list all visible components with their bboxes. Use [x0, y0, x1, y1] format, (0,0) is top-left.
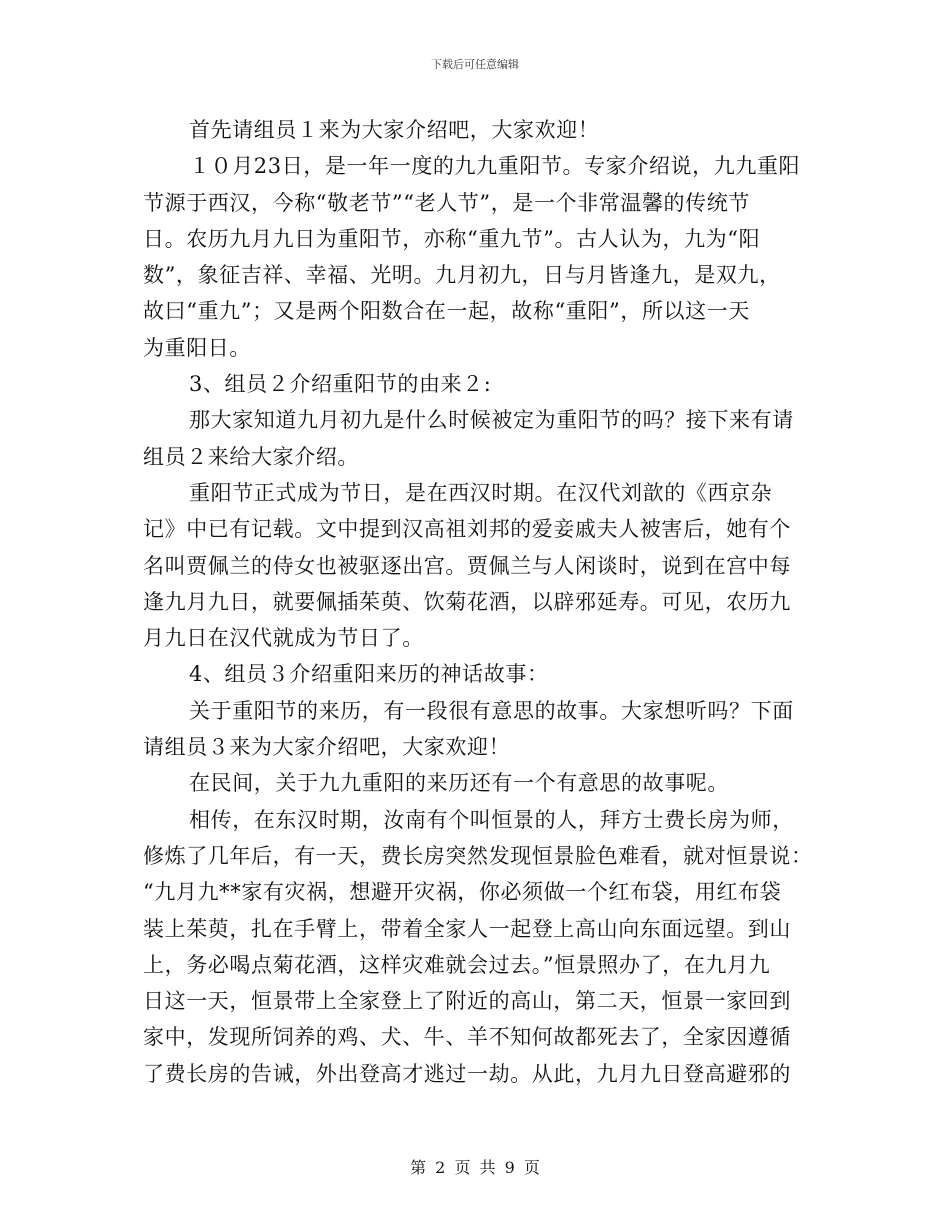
text-line: 3、组员２介绍重阳节的由来２:: [189, 372, 492, 397]
text-line: 装上茱萸，扎在手臂上，带着全家人一起登上高山向东面远望。到山: [143, 916, 791, 941]
text-line: 日。农历九月九日为重阳节，亦称“重九节”。古人认为，九为“阳: [143, 226, 761, 251]
text-line: 那大家知道九月初九是什么时候被定为重阳节的吗？接下来有请: [189, 408, 794, 433]
text-line: 请组员３来为大家介绍吧，大家欢迎！: [143, 735, 511, 760]
page-footer: 第 2 页 共 9 页: [410, 1158, 540, 1177]
text-line: 上，务必喝点菊花酒，这样灾难就会过去。”恒景照办了，在九月九: [143, 952, 771, 977]
text-line: 重阳节正式成为节日，是在西汉时期。在汉代刘歆的《西京杂: [189, 480, 773, 505]
text-line: 日这一天，恒景带上全家登上了附近的高山，第二天，恒景一家回到: [143, 989, 791, 1014]
text-line: 4、组员３介绍重阳来历的神话故事：: [189, 662, 549, 687]
text-line: 数”，象征吉祥、幸福、光明。九月初九，日与月皆逢九，是双九，: [143, 263, 781, 288]
text-line: 相传，在东汉时期，汝南有个叫恒景的人，拜方士费长房为师，: [189, 807, 794, 832]
text-line: 名叫贾佩兰的侍女也被驱逐出宫。贾佩兰与人闲谈时，说到在宫中每: [143, 553, 791, 578]
text-line: 家中，发现所饲养的鸡、犬、牛、羊不知何故都死去了，全家因遵循: [143, 1025, 791, 1050]
text-line: 记》中已有记载。文中提到汉高祖刘邦的爱妾戚夫人被害后，她有个: [143, 517, 791, 542]
text-line: 故曰“重九”；又是两个阳数合在一起，故称“重阳”，所以这一天: [143, 299, 750, 324]
text-line: 月九日在汉代就成为节日了。: [143, 626, 424, 651]
text-line: 逢九月九日，就要佩插茱萸、饮菊花酒，以辟邪延寿。可见，农历九: [143, 589, 791, 614]
text-line: 修炼了几年后，有一天，费长房突然发现恒景脸色难看，就对恒景说：: [143, 843, 813, 868]
text-line: 首先请组员１来为大家介绍吧，大家欢迎！: [189, 118, 600, 142]
text-line: １０月23日，是一年一度的九九重阳节。专家介绍说，九九重阳: [189, 154, 801, 179]
text-line: 关于重阳节的来历，有一段很有意思的故事。大家想听吗？下面: [189, 698, 794, 723]
text-line: 组员２来给大家介绍。: [143, 444, 359, 469]
text-line: 节源于西汉，今称“敬老节”“老人节”，是一个非常温馨的传统节: [143, 190, 750, 215]
page-header: 下载后可任意编辑: [431, 58, 519, 71]
text-line: “九月九**家有灾祸，想避开灾祸，你必须做一个红布袋，用红布袋: [143, 880, 782, 905]
text-line: 为重阳日。: [143, 335, 251, 360]
text-line: 了费长房的告诫，外出登高才逃过一劫。从此，九月九日登高避邪的: [143, 1061, 791, 1086]
document-body: [143, 112, 813, 1092]
text-line: 在民间，关于九九重阳的来历还有一个有意思的故事呢。: [189, 771, 729, 796]
